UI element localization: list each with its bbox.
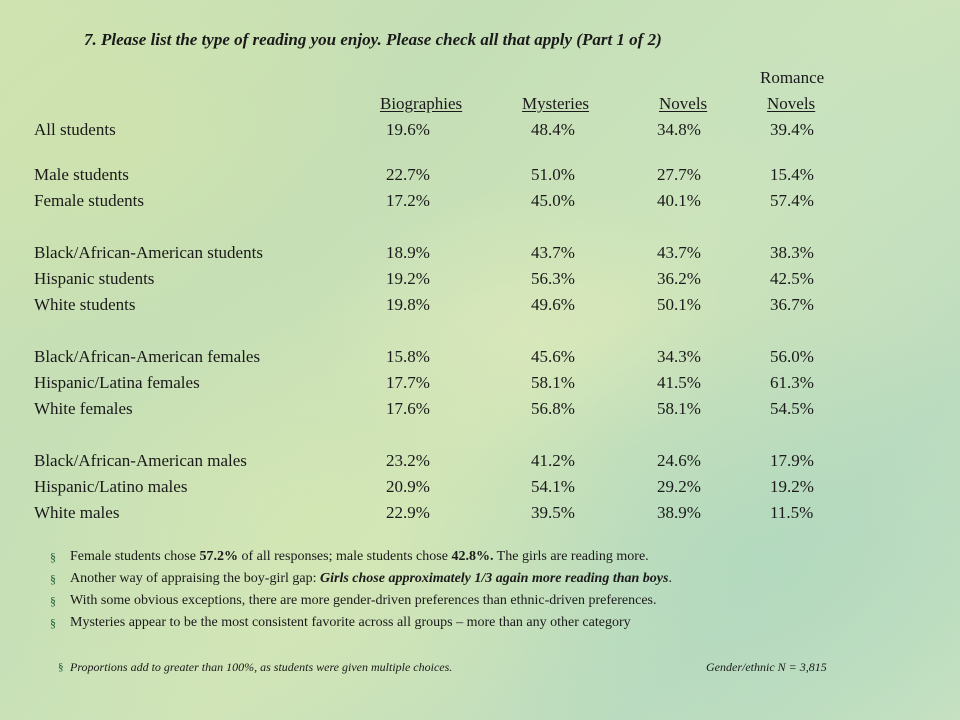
cell-novels: 38.9%	[657, 503, 701, 522]
cell-novels: 27.7%	[657, 165, 701, 184]
column-header-romance-prefix: Romance	[760, 68, 825, 87]
sample-size-note: Gender/ethnic N = 3,815	[706, 660, 827, 674]
row-label: Female students	[34, 191, 145, 210]
cell-mysteries: 56.3%	[531, 269, 575, 288]
cell-biographies: 22.7%	[386, 165, 430, 184]
cell-romance-novels: 38.3%	[770, 243, 814, 262]
bullet-text: of all responses; male students chose	[237, 549, 452, 564]
bullet-item	[50, 568, 942, 590]
cell-biographies: 19.6%	[386, 120, 430, 139]
cell-novels: 41.5%	[657, 373, 701, 392]
cell-biographies: 15.8%	[386, 347, 430, 366]
bullet-text: Female students chose	[70, 549, 200, 564]
bullet-list	[50, 546, 942, 634]
cell-romance-novels: 17.9%	[770, 451, 814, 470]
cell-biographies: 17.7%	[386, 373, 430, 392]
row-label: White males	[34, 503, 120, 522]
cell-biographies: 19.8%	[386, 295, 430, 314]
cell-mysteries: 43.7%	[531, 243, 575, 262]
cell-biographies: 23.2%	[386, 451, 430, 470]
cell-mysteries: 39.5%	[531, 503, 575, 522]
bullet-marker-icon: §	[58, 661, 64, 673]
cell-romance-novels: 56.0%	[770, 347, 814, 366]
bullet-item	[50, 546, 942, 568]
cell-mysteries: 45.6%	[531, 347, 575, 366]
cell-novels: 43.7%	[657, 243, 701, 262]
row-label: Hispanic/Latino males	[34, 477, 188, 496]
bullet-text: .	[668, 571, 672, 586]
footnote	[58, 658, 930, 676]
cell-biographies: 22.9%	[386, 503, 430, 522]
bullet-item	[50, 590, 942, 612]
column-header-mysteries: Mysteries	[522, 94, 590, 113]
cell-mysteries: 58.1%	[531, 373, 575, 392]
row-label: Hispanic students	[34, 269, 155, 288]
cell-biographies: 20.9%	[386, 477, 430, 496]
row-label: Black/African-American students	[34, 243, 263, 262]
bullet-text: With some obvious exceptions, there are more gender-driven preferences than ethnic-driven preferences.	[70, 593, 657, 608]
cell-biographies: 19.2%	[386, 269, 430, 288]
cell-romance-novels: 57.4%	[770, 191, 814, 210]
column-header-novels: Novels	[659, 94, 708, 113]
bullet-text: Another way of appraising the boy-girl gap:	[70, 571, 320, 586]
bullet-item	[50, 612, 942, 634]
cell-novels: 36.2%	[657, 269, 701, 288]
row-label: Black/African-American males	[34, 451, 247, 470]
cell-biographies: 17.2%	[386, 191, 430, 210]
row-label: White students	[34, 295, 136, 314]
cell-mysteries: 45.0%	[531, 191, 575, 210]
cell-novels: 50.1%	[657, 295, 701, 314]
cell-romance-novels: 11.5%	[770, 503, 814, 522]
cell-biographies: 18.9%	[386, 243, 430, 262]
cell-mysteries: 56.8%	[531, 399, 575, 418]
row-label: White females	[34, 399, 133, 418]
cell-novels: 24.6%	[657, 451, 701, 470]
cell-mysteries: 49.6%	[531, 295, 575, 314]
cell-romance-novels: 39.4%	[770, 120, 814, 139]
bullet-marker-icon: §	[50, 594, 56, 608]
cell-romance-novels: 36.7%	[770, 295, 814, 314]
cell-novels: 58.1%	[657, 399, 701, 418]
cell-biographies: 17.6%	[386, 399, 430, 418]
cell-romance-novels: 42.5%	[770, 269, 814, 288]
column-header-biographies: Biographies	[380, 94, 463, 113]
cell-romance-novels: 54.5%	[770, 399, 814, 418]
bullet-text: The girls are reading more.	[493, 549, 649, 564]
bullet-female-percent: 57.2%	[199, 549, 238, 564]
cell-romance-novels: 15.4%	[770, 165, 814, 184]
footnote-text: Proportions add to greater than 100%, as students were given multiple choices.	[70, 660, 453, 674]
row-label: Black/African-American females	[34, 347, 261, 366]
bullet-emphasis: Girls chose approximately 1/3 again more reading than boys	[320, 571, 669, 586]
cell-romance-novels: 61.3%	[770, 373, 814, 392]
row-label: All students	[34, 120, 116, 139]
cell-mysteries: 41.2%	[531, 451, 575, 470]
cell-romance-novels: 19.2%	[770, 477, 814, 496]
bullet-marker-icon: §	[50, 550, 56, 564]
bullet-marker-icon: §	[50, 572, 56, 586]
cell-novels: 40.1%	[657, 191, 701, 210]
cell-novels: 34.3%	[657, 347, 701, 366]
cell-mysteries: 54.1%	[531, 477, 575, 496]
slide-title: 7. Please list the type of reading you enjoy. Please check all that apply (Part 1 of 2)	[84, 30, 662, 49]
cell-novels: 34.8%	[657, 120, 701, 139]
bullet-male-percent: 42.8%.	[451, 549, 494, 564]
bullet-marker-icon: §	[50, 616, 56, 630]
column-header-romance-novels: Novels	[767, 94, 816, 113]
bullet-text: Mysteries appear to be the most consistent favorite across all groups – more than any other category	[70, 615, 631, 630]
cell-novels: 29.2%	[657, 477, 701, 496]
row-label: Male students	[34, 165, 129, 184]
row-label: Hispanic/Latina females	[34, 373, 200, 392]
cell-mysteries: 48.4%	[531, 120, 575, 139]
cell-mysteries: 51.0%	[531, 165, 575, 184]
